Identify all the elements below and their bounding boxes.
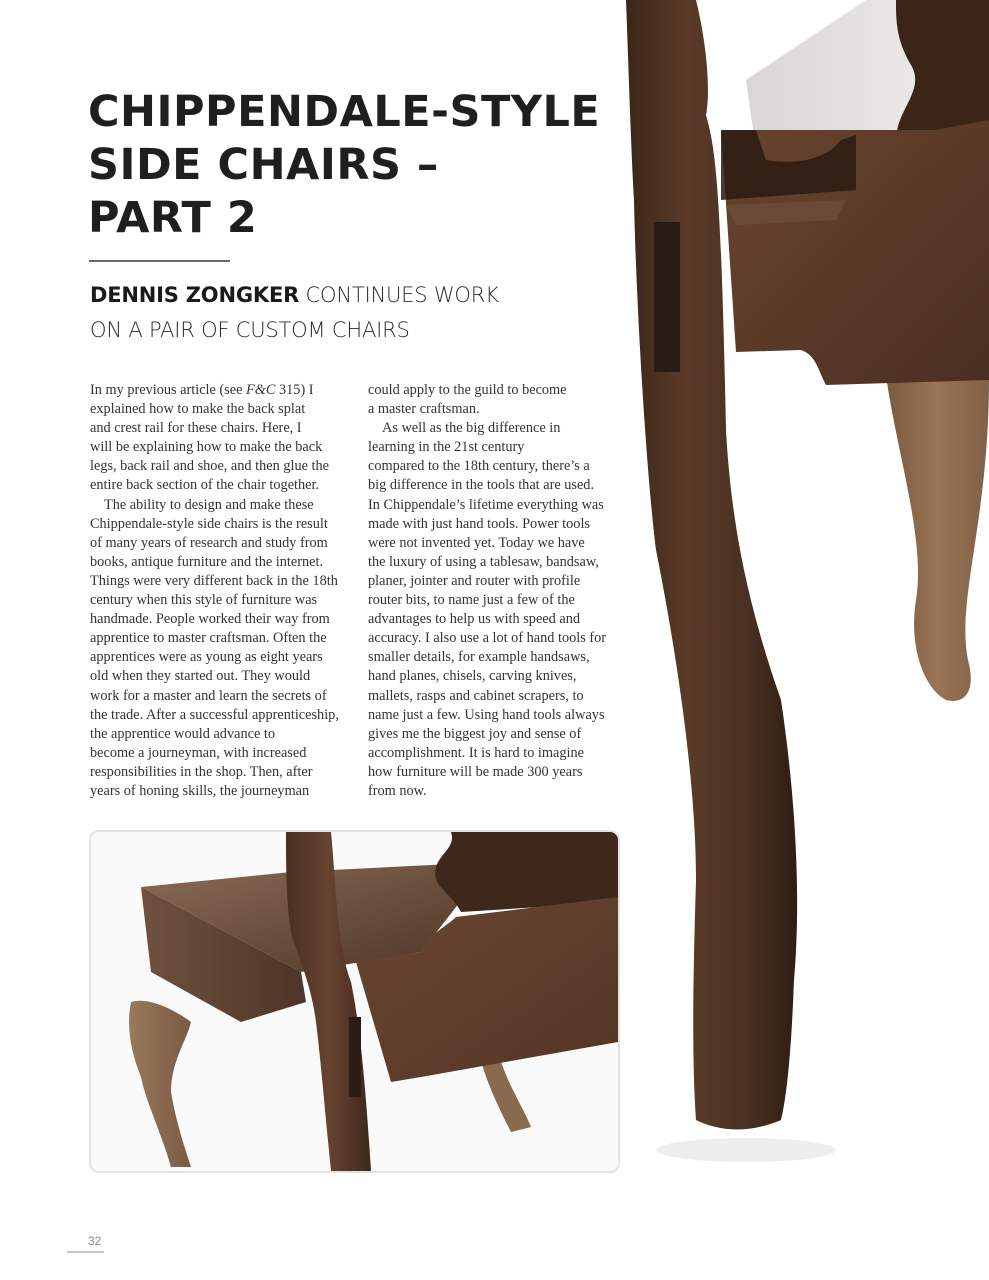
deck-line-1-rest: CONTINUES WORK	[299, 283, 499, 307]
hero-chair-photo	[596, 0, 989, 1200]
text-line: the apprentice would advance to	[90, 725, 275, 742]
body-column-1	[90, 381, 352, 801]
text-line: century when this style of furniture was	[90, 592, 318, 609]
text-line: old when they started out. They would	[90, 668, 311, 685]
text-line: handmade. People worked their way from	[90, 611, 330, 628]
text-line: router bits, to name just a few of the	[368, 592, 575, 609]
page-number: 32	[88, 1234, 102, 1248]
paragraph-3	[368, 419, 630, 801]
text-line: become a journeyman, with increased	[90, 744, 307, 761]
article-deck	[90, 278, 570, 348]
text-line: The ability to design and make these	[104, 496, 314, 513]
text-run: In my previous article (see	[90, 382, 247, 398]
folio-rule	[67, 1251, 104, 1253]
text-line: apprentices were as young as eight years	[90, 649, 323, 666]
text-line: made with just hand tools. Power tools	[368, 515, 590, 532]
text-line: the luxury of using a tablesaw, bandsaw,	[368, 553, 599, 570]
text-line: the trade. After a successful apprenticeship,	[90, 706, 339, 723]
paragraph-2	[90, 496, 352, 802]
text-run: 315) I	[275, 382, 314, 398]
text-line: of many years of research and study from	[90, 534, 328, 551]
text-line: As well as the big difference in	[382, 420, 561, 437]
body-column-2	[368, 381, 630, 801]
text-line: books, antique furniture and the internet.	[90, 553, 324, 570]
paragraph-2-continued	[368, 381, 630, 419]
text-line: how furniture will be made 300 years	[368, 763, 583, 780]
title-line-1: CHIPPENDALE-STYLE	[88, 87, 601, 137]
text-line: learning in the 21st century	[368, 439, 525, 456]
article-title	[88, 86, 601, 245]
text-line: could apply to the guild to become	[368, 382, 567, 398]
deck-line-2: ON A PAIR OF CUSTOM CHAIRS	[90, 318, 410, 342]
text-line: Chippendale-style side chairs is the result	[90, 515, 328, 532]
text-line: and crest rail for these chairs. Here, I	[90, 420, 302, 437]
text-line: mallets, rasps and cabinet scrapers, to	[368, 687, 584, 704]
inset-chair-photo	[89, 830, 620, 1173]
text-line: planer, jointer and router with profile	[368, 572, 581, 589]
text-line: advantages to help us with speed and	[368, 611, 581, 628]
text-line: will be explaining how to make the back	[90, 439, 323, 456]
text-line: compared to the 18th century, there’s a	[368, 458, 590, 475]
text-line: big difference in the tools that are used.	[368, 477, 595, 494]
text-line: apprentice to master craftsman. Often the	[90, 630, 327, 647]
text-line: years of honing skills, the journeyman	[90, 782, 310, 799]
text-line: explained how to make the back splat	[90, 401, 306, 418]
text-line: hand planes, chisels, carving knives,	[368, 668, 577, 685]
text-line: entire back section of the chair together.	[90, 477, 320, 494]
text-line: work for a master and learn the secrets of	[90, 687, 327, 704]
title-line-3: PART 2	[88, 193, 258, 243]
text-line: a master craftsman.	[368, 401, 480, 418]
text-line: name just a few. Using hand tools always	[368, 706, 605, 723]
text-line	[90, 381, 352, 400]
text-line: responsibilities in the shop. Then, after	[90, 763, 313, 780]
text-line: from now.	[368, 782, 427, 799]
magazine-reference: F&C	[246, 382, 276, 398]
text-line: were not invented yet. Today we have	[368, 534, 585, 551]
title-line-2: SIDE CHAIRS –	[88, 140, 439, 190]
text-line: gives me the biggest joy and sense of	[368, 725, 582, 742]
text-line: smaller details, for example handsaws,	[368, 649, 590, 666]
text-line: accomplishment. It is hard to imagine	[368, 744, 584, 761]
author-name: DENNIS ZONGKER	[90, 283, 300, 307]
text-line: accuracy. I also use a lot of hand tools for	[368, 630, 607, 647]
title-divider	[89, 260, 230, 262]
text-line: legs, back rail and shoe, and then glue the	[90, 458, 329, 475]
paragraph-1	[90, 381, 352, 496]
deck-line-1	[90, 278, 570, 313]
text-line: In Chippendale’s lifetime everything was	[368, 496, 604, 513]
text-line: Things were very different back in the 18th	[90, 572, 338, 589]
